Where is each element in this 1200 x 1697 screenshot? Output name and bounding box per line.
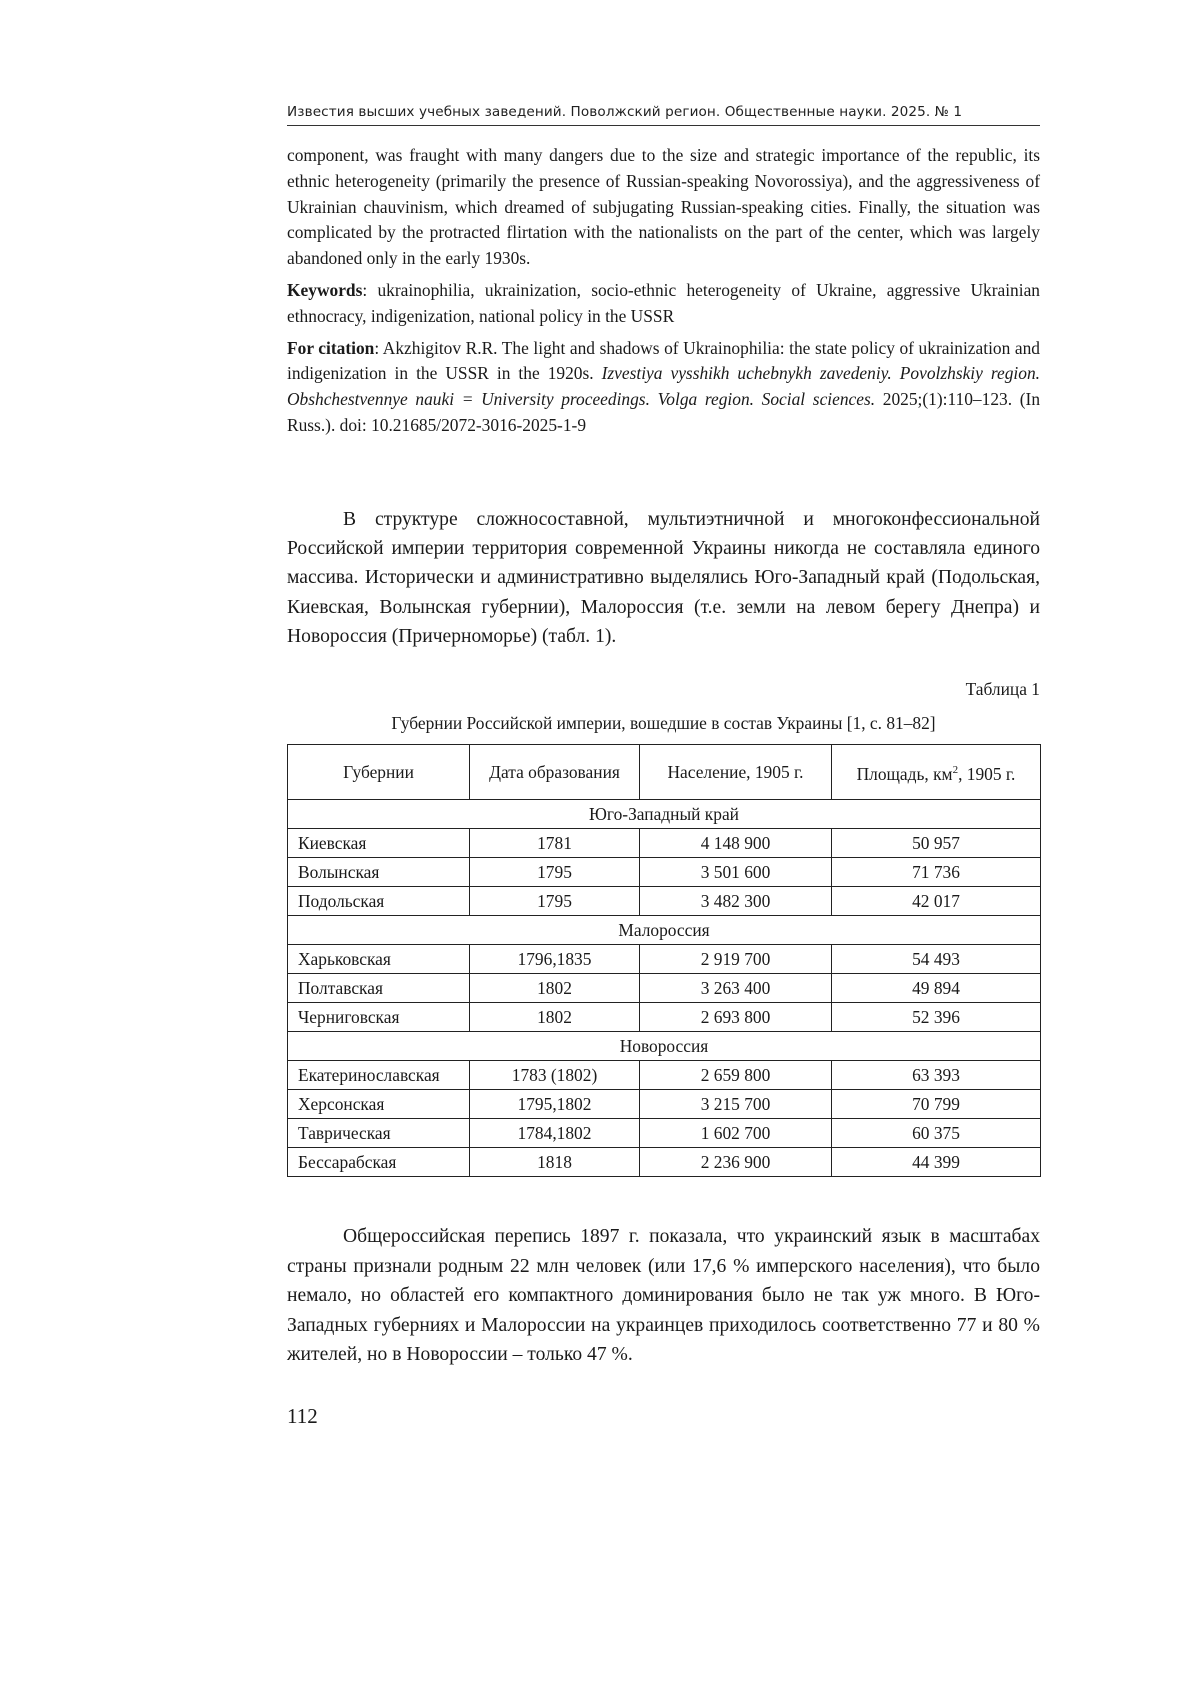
population-value: 3 215 700	[640, 1090, 832, 1119]
formation-date: 1802	[470, 974, 640, 1003]
header-area	[832, 745, 1041, 800]
table-row	[288, 887, 1041, 916]
census-text	[287, 1222, 1040, 1370]
citation-text-start: : Akzhigitov R.R. The light and shadows of Ukrainophilia: the state policy of ukrainization and indigenization in the USSR in the 1920s.	[287, 337, 1040, 384]
province-name: Херсонская	[288, 1090, 470, 1119]
provinces-table	[287, 744, 1041, 1177]
table-row	[288, 945, 1041, 974]
area-value: 63 393	[832, 1061, 1041, 1090]
page-number: 112	[287, 1404, 318, 1428]
province-name: Харьковская	[288, 945, 470, 974]
citation-label: For citation	[287, 337, 375, 358]
table-section-row	[288, 916, 1041, 945]
keywords-line	[287, 278, 1040, 330]
formation-date: 1784,1802	[470, 1119, 640, 1148]
section-title: Юго-Западный край	[288, 800, 1041, 829]
population-value: 1 602 700	[640, 1119, 832, 1148]
province-name: Подольская	[288, 887, 470, 916]
area-value: 52 396	[832, 1003, 1041, 1032]
province-name: Полтавская	[288, 974, 470, 1003]
running-header: Известия высших учебных заведений. Поволжский регион. Общественные науки. 2025. № 1	[287, 104, 963, 120]
census-paragraph: Общероссийская перепись 1897 г. показала, что украинский язык в масштабах страны признали родным 22 млн человек (или 17,6 % имперского населения), что было немало, но областей его компактного доминирования было не так уж много. В Юго-Западных губерниях и Малороссии на украинцев приходилось соответственно 77 и 80 % жителей, но в Новороссии – только 47 %.	[287, 1226, 1040, 1366]
table-header-row	[288, 745, 1041, 800]
header-area-text: Площадь, км	[856, 763, 953, 784]
header-area-sup: 2	[952, 764, 959, 777]
intro-text	[287, 505, 1040, 651]
table-section-row	[288, 1032, 1041, 1061]
table-label: Таблица 1	[965, 679, 1040, 699]
province-name: Таврическая	[288, 1119, 470, 1148]
population-value: 2 693 800	[640, 1003, 832, 1032]
table-row	[288, 974, 1041, 1003]
table-row	[288, 1148, 1041, 1177]
header-date: Дата образования	[470, 745, 640, 800]
province-name: Бессарабская	[288, 1148, 470, 1177]
population-value: 3 263 400	[640, 974, 832, 1003]
formation-date: 1795,1802	[470, 1090, 640, 1119]
abstract-block	[287, 143, 1040, 439]
population-value: 3 482 300	[640, 887, 832, 916]
area-value: 70 799	[832, 1090, 1041, 1119]
table-row	[288, 1003, 1041, 1032]
header-provinces: Губернии	[288, 745, 470, 800]
formation-date: 1795	[470, 858, 640, 887]
table-row	[288, 1090, 1041, 1119]
population-value: 3 501 600	[640, 858, 832, 887]
formation-date: 1795	[470, 887, 640, 916]
citation-line	[287, 336, 1040, 439]
formation-date: 1783 (1802)	[470, 1061, 640, 1090]
area-value: 49 894	[832, 974, 1041, 1003]
citation-journal: Izvestiya vysshikh uchebnykh zavedeniy. Povolzhskiy region. Obshchestvennye nauki = University proceedings. Volga region. Social sciences.	[287, 363, 1040, 410]
table-row	[288, 858, 1041, 887]
province-name: Киевская	[288, 829, 470, 858]
section-title: Малороссия	[288, 916, 1041, 945]
intro-paragraph: В структуре сложносоставной, мультиэтничной и многоконфессиональной Российской империи территория современной Украины никогда не составляла единого массива. Исторически и административно выделялись Юго-Западный край (Подольская, Киевская, Волынская губернии), Малороссия (т.е. земли на левом берегу Днепра) и Новороссия (Причерноморье) (табл. 1).	[287, 509, 1040, 647]
area-value: 71 736	[832, 858, 1041, 887]
province-name: Черниговская	[288, 1003, 470, 1032]
area-value: 50 957	[832, 829, 1041, 858]
table-section-row	[288, 800, 1041, 829]
header-divider	[287, 125, 1040, 126]
area-value: 42 017	[832, 887, 1041, 916]
formation-date: 1818	[470, 1148, 640, 1177]
citation-text-end: 2025;(1):110–123. (In Russ.). doi: 10.21685/2072-3016-2025-1-9	[287, 389, 1041, 435]
population-value: 2 236 900	[640, 1148, 832, 1177]
population-value: 2 659 800	[640, 1061, 832, 1090]
keywords-text: : ukrainophilia, ukrainization, socio-ethnic heterogeneity of Ukraine, aggressive Ukrainian ethnocracy, indigenization, national policy in the USSR	[287, 279, 1040, 326]
table-row	[288, 1119, 1041, 1148]
population-value: 2 919 700	[640, 945, 832, 974]
formation-date: 1802	[470, 1003, 640, 1032]
area-value: 44 399	[832, 1148, 1041, 1177]
section-title: Новороссия	[288, 1032, 1041, 1061]
area-value: 60 375	[832, 1119, 1041, 1148]
header-area-year: , 1905 г.	[958, 763, 1016, 784]
abstract-paragraph: component, was fraught with many dangers due to the size and strategic importance of the republic, its ethnic heterogeneity (primarily the presence of Russian-speaking Novorossiya), and the aggressiveness of Ukrainian chauvinism, which dreamed of subjugating Russian-speaking cities. Finally, the situation was complicated by the protracted flirtation with the nationalists on the part of the center, which was largely abandoned only in the early 1930s.	[287, 145, 1040, 269]
header-population: Население, 1905 г.	[640, 745, 832, 800]
province-name: Екатеринославская	[288, 1061, 470, 1090]
table-body	[288, 800, 1041, 1177]
table-row	[288, 1061, 1041, 1090]
province-name: Волынская	[288, 858, 470, 887]
table-caption: Губернии Российской империи, вошедшие в состав Украины [1, с. 81–82]	[391, 713, 936, 733]
keywords-label: Keywords	[287, 279, 363, 300]
area-value: 54 493	[832, 945, 1041, 974]
table-row	[288, 829, 1041, 858]
population-value: 4 148 900	[640, 829, 832, 858]
formation-date: 1796,1835	[470, 945, 640, 974]
formation-date: 1781	[470, 829, 640, 858]
